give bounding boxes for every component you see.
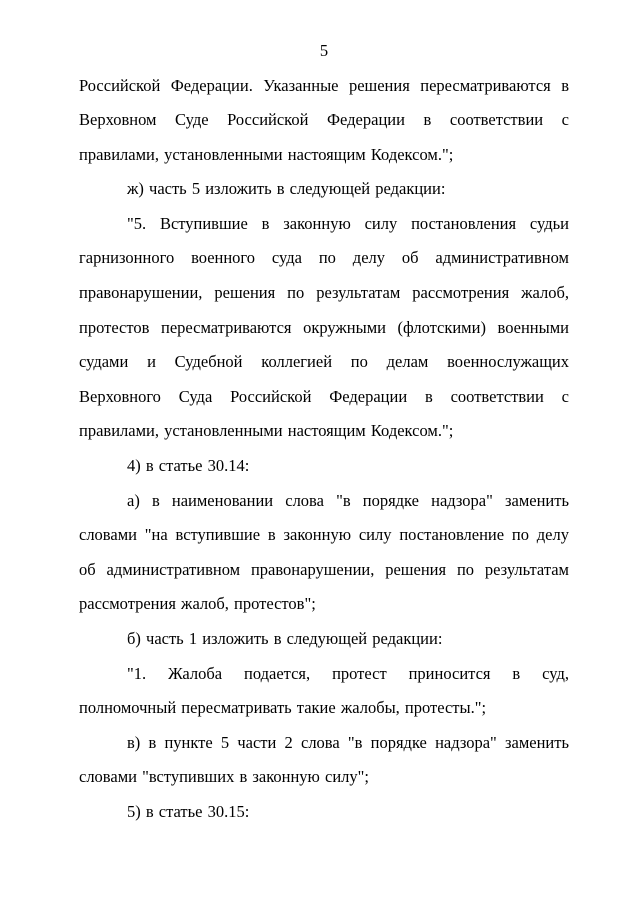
paragraph: "5. Вступившие в законную силу постановления судьи гарнизонного военного суда по делу об административном правонарушении, решения по результатам рассмотрения жалоб, протестов пересматриваются окружными (флотскими) военными судами и Судебной коллегией по делам военнослужащих Верховного Суда Российской Федерации в соответствии с правилами, установленными настоящим Кодексом.";	[79, 213, 569, 441]
page-number: 5	[319, 41, 329, 60]
paragraph: б) часть 1 изложить в следующей редакции:	[127, 629, 443, 648]
paragraph: 4) в статье 30.14:	[127, 456, 250, 476]
paragraph: "1. Жалоба подается, протест приносится в суд, полномочный пересматривать такие жалобы, протесты.";	[79, 663, 569, 718]
document-body	[79, 69, 569, 830]
paragraph: 5) в статье 30.15:	[127, 801, 250, 821]
paragraph: Российской Федерации. Указанные решения пересматриваются в Верховном Суде Российской Федерации в соответствии с правилами, установленными настоящим Кодексом.";	[79, 75, 569, 164]
paragraph: а) в наименовании слова "в порядке надзора" заменить словами "на вступившие в законную силу постановление по делу об административном правонарушении, решения по результатам рассмотрения жалоб, протестов";	[79, 490, 569, 614]
paragraph: в) в пункте 5 части 2 слова "в порядке надзора" заменить словами "вступивших в законную силу";	[79, 732, 569, 787]
paragraph: ж) часть 5 изложить в следующей редакции:	[127, 179, 446, 199]
